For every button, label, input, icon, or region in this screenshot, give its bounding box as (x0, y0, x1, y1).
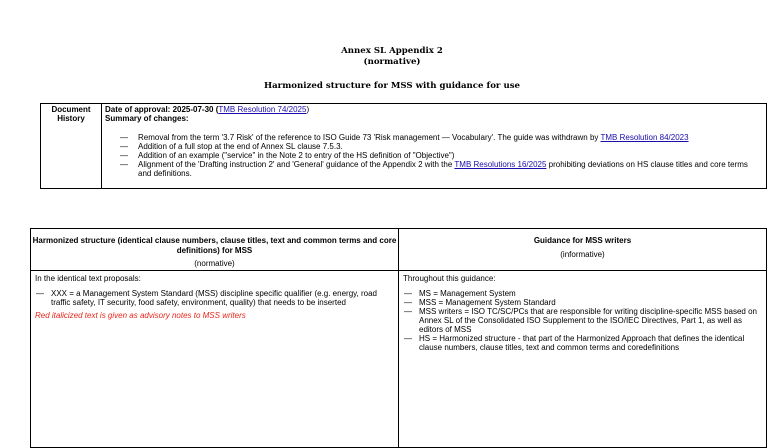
resolutions-link[interactable]: TMB Resolutions 16/2025 (454, 160, 547, 169)
right-intro: Throughout this guidance: (403, 274, 496, 283)
document-history-body (105, 105, 762, 178)
document-title: Harmonized structure for MSS with guidance for use (263, 81, 520, 91)
right-items (403, 289, 762, 352)
document-history-label: Document History (41, 104, 102, 188)
changes-list (105, 133, 762, 178)
structure-guidance-table (30, 228, 767, 448)
approval-suffix: ) (306, 105, 310, 114)
annex-normative-label: (normative) (363, 57, 421, 67)
left-column-body (31, 271, 398, 323)
approval-resolution-link[interactable]: TMB Resolution 74/2025 (218, 105, 307, 114)
list-item: — MS = Management System (404, 289, 516, 298)
list-item: — XXX = a Management System Standard (MSS) discipline specific qualifier (e.g. energy, road traffic safety, IT security, food safety, environment, quality) that needs to be inserted (36, 289, 378, 307)
left-column-header: Harmonized structure (identical clause numbers, clause titles, text and common terms and core definitions) for MSS (normative) (31, 229, 398, 271)
guidance-column (399, 229, 766, 447)
right-column-body (399, 271, 766, 355)
approval-line (105, 105, 762, 114)
list-item: — HS = Harmonized structure - that part of the Harmonized Approach that defines the identical clause numbers, clause titles, text and common terms and coredefinitions (404, 334, 745, 352)
document-history-table (40, 103, 767, 189)
change-item: — Alignment of the 'Drafting instruction 2' and 'General' guidance of the Appendix 2 with the TMB Resolutions 16/2025 prohibiting deviations on HS clause titles and core terms and definitions. (120, 160, 748, 178)
right-column-header: Guidance for MSS writers (informative) (399, 229, 766, 271)
resolution-link[interactable]: TMB Resolution 84/2023 (600, 133, 689, 142)
left-items (35, 289, 394, 307)
summary-heading: Summary of changes: (105, 114, 189, 123)
change-item: — Addition of a full stop at the end of Annex SL clause 7.5.3. (120, 142, 343, 151)
advisory-note: Red italicized text is given as advisory notes to MSS writers (35, 311, 246, 320)
change-item: — Addition of an example ("service" in the Note 2 to entry of the HS definition of "Objective") (120, 151, 455, 160)
change-item: — Removal from the term '3.7 Risk' of the reference to ISO Guide 73 'Risk management — Vocabulary'. The guide was withdrawn by TMB Resolution 84/2023 (120, 133, 689, 142)
harmonized-structure-column (31, 229, 399, 447)
list-item: — MSS writers = ISO TC/SC/PCs that are responsible for writing discipline-specific MSS based on Annex SL of the Consolidated ISO Supplement to the ISO/IEC Directives, Part 1, as well as editors of MSS (404, 307, 757, 334)
annex-title: Annex SL Appendix 2 (341, 46, 443, 56)
approval-prefix: Date of approval: 2025-07-30 ( (105, 105, 219, 114)
list-item: — MSS = Management System Standard (404, 298, 556, 307)
left-intro: In the identical text proposals: (35, 274, 141, 283)
